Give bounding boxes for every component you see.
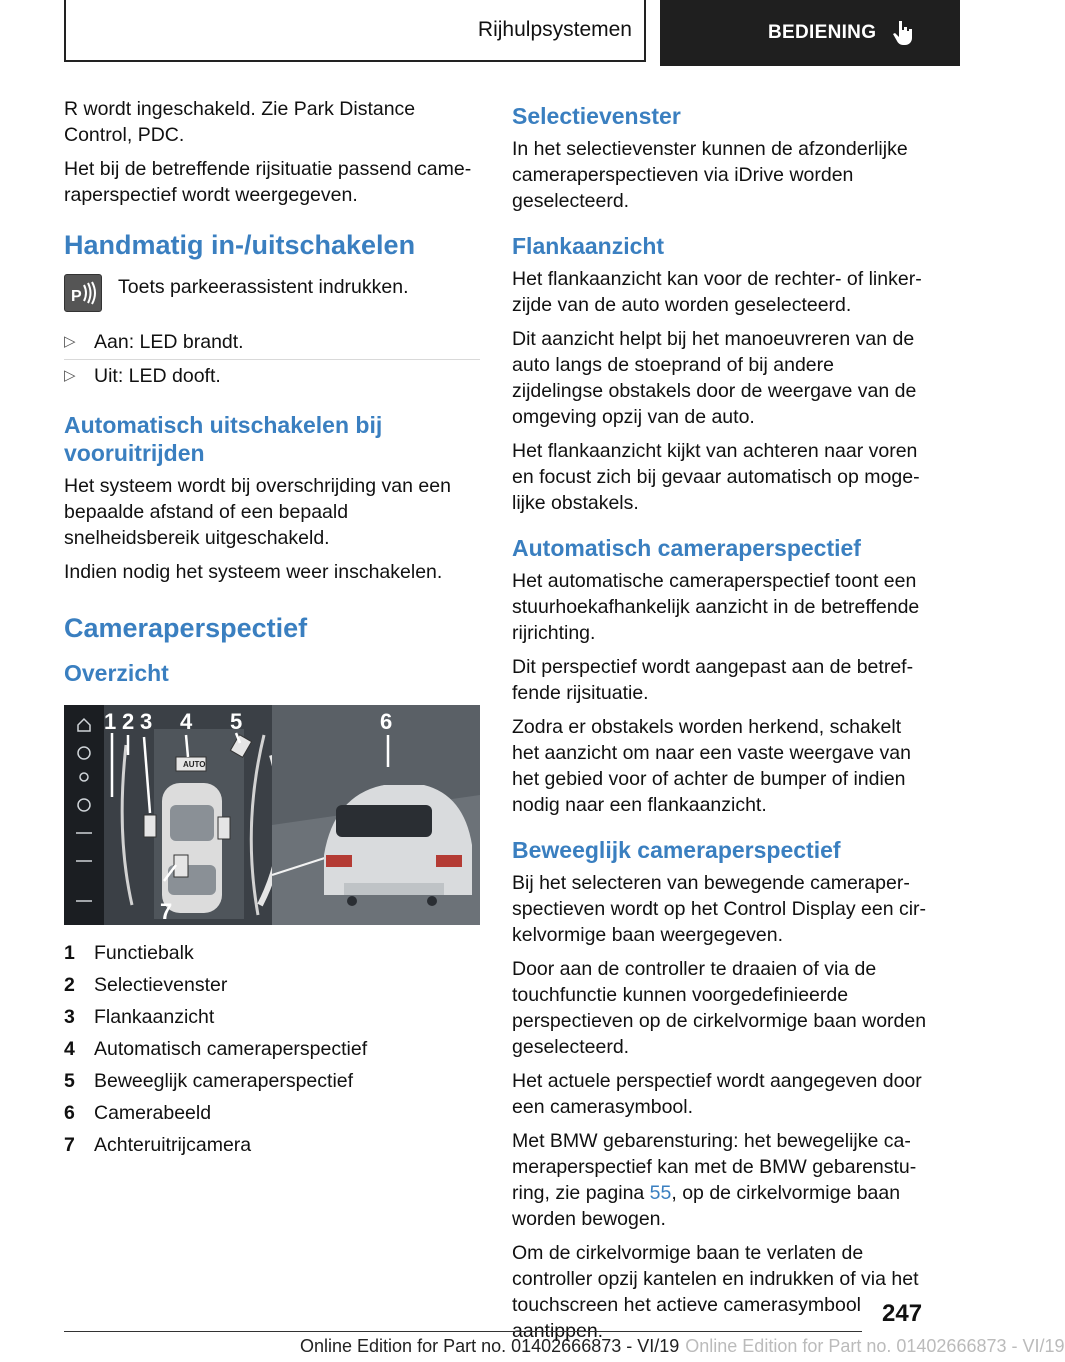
state-list [64, 326, 480, 393]
flank-paragraph-2: Dit aanzicht helpt bij het manoeuvreren van de auto langs de stoeprand of bij andere zijdelingse obstakels door de weergave van de omgeving opzij van de auto. [512, 328, 917, 428]
moving-paragraph-3: Het actuele perspectief wordt aangegeven door een camerasymbool. [512, 1070, 922, 1118]
heading-moving-perspective: Beweeglijk cameraperspectief [512, 837, 841, 863]
left-column [64, 96, 480, 1161]
list-item: ▷ Aan: LED brandt. [64, 331, 244, 353]
auto-perspective-paragraph-1: Het automatische cameraperspectief toont een stuurhoekafhankelijk aanzicht in de betreffende rijrichting. [512, 570, 920, 644]
callout-1: 1 [104, 709, 117, 734]
legend-item: 2 Selectievenster [64, 974, 228, 996]
right-column [512, 96, 928, 1352]
callout-3: 3 [140, 709, 153, 734]
figure-legend [64, 937, 480, 1161]
heading-auto-off: Automatisch uitschakelen bij vooruitrijden [64, 412, 383, 466]
callout-6: 6 [380, 709, 393, 734]
moving-paragraph-2: Door aan de controller te draaien of via de touchfunctie kunnen voorgedefinieerde perspectieven op de cirkelvormige baan worden geselecteerd. [512, 958, 927, 1058]
triangle-right-icon: ▷ [64, 333, 76, 350]
heading-overview: Overzicht [64, 660, 169, 686]
heading-manual: Handmatig in-/uitschakelen [64, 230, 416, 260]
footer-edition [300, 1336, 1065, 1357]
callout-4: 4 [180, 709, 193, 734]
legend-item: 5 Beweeglijk cameraperspectief [64, 1070, 354, 1092]
chapter-title: BEDIENING [768, 22, 877, 43]
page-number: 247 [882, 1300, 923, 1327]
moving-paragraph-last: Om de cirkelvormige baan te verlaten de controller opzij kantelen en indrukken of via het touchscreen het actieve camerasymbool aantippen. [512, 1242, 919, 1342]
chapter-tab[interactable] [660, 0, 960, 66]
section-tab[interactable] [64, 0, 646, 62]
footer-divider [64, 1331, 862, 1332]
edition-text: Online Edition for Part no. 01402666873 - VI/19 [300, 1336, 680, 1356]
park-assist-button-icon [64, 274, 102, 312]
auto-perspective-paragraph-3: Zodra er obstakels worden herkend, schakelt het aanzicht om naar een vaste weergave van het gebied voor of achter de bumper of indien nodig naar een flankaanzicht. [512, 716, 911, 816]
intro-paragraph-1: R wordt ingeschakeld. Zie Park Distance Control, PDC. [64, 98, 416, 146]
flank-paragraph-3: Het flankaanzicht kijkt van achteren naar voren en focust zich bij gevaar automatisch op mogelijke obstakels. [512, 440, 920, 514]
svg-text:P: P [71, 288, 82, 305]
camera-view-illustration [64, 705, 480, 925]
section-title: Rijhulpsystemen [477, 18, 632, 41]
legend-item: 7 Achteruitrijcamera [64, 1134, 252, 1156]
callout-7: 7 [160, 899, 173, 924]
auto-label: AUTO [183, 760, 206, 769]
callout-5: 5 [230, 709, 243, 734]
selection-paragraph-1: In het selectievenster kunnen de afzonderlijke cameraperspectieven via iDrive worden geselecteerd. [512, 138, 908, 212]
intro-paragraph-2: Het bij de betreffende rijsituatie passend cameraperspectief wordt weergegeven. [64, 158, 472, 206]
button-instruction-text: Toets parkeerassistent indrukken. [118, 276, 409, 298]
legend-item: 3 Flankaanzicht [64, 1006, 215, 1028]
hand-pointer-icon [892, 20, 914, 46]
auto-perspective-paragraph-2: Dit perspectief wordt aangepast aan de betreffende rijsituatie. [512, 656, 914, 704]
heading-flank: Flankaanzicht [512, 233, 665, 259]
callout-2: 2 [122, 709, 135, 734]
flank-paragraph-1: Het flankaanzicht kan voor de rechter- of linkerzijde van de auto worden geselecteerd. [512, 268, 922, 316]
watermark-text: Online Edition for Part no. 01402666873 - VI/19 [685, 1336, 1065, 1356]
auto-off-paragraph-1: Het systeem wordt bij overschrijding van een bepaalde afstand of een bepaald snelheidsbereik uitgeschakeld. [64, 475, 451, 549]
camera-view-figure [64, 705, 480, 925]
auto-off-paragraph-2: Indien nodig het systeem weer inschakelen. [64, 561, 443, 583]
page-reference-link[interactable]: 55 [649, 1182, 672, 1204]
list-item: ▷ Uit: LED dooft. [64, 359, 480, 393]
legend-item: 4 Automatisch cameraperspectief [64, 1038, 368, 1060]
heading-camera: Cameraperspectief [64, 613, 308, 643]
heading-auto-perspective: Automatisch cameraperspectief [512, 535, 861, 561]
heading-selection: Selectievenster [512, 103, 681, 129]
moving-paragraph-1: Bij het selecteren van bewegende cameraperspectieven wordt op het Control Display een cirkelvormige baan weergegeven. [512, 872, 927, 946]
triangle-right-icon: ▷ [64, 367, 76, 384]
legend-item: 1 Functiebalk [64, 942, 194, 964]
page-header [0, 0, 960, 66]
button-instruction [64, 274, 480, 312]
legend-item: 6 Camerabeeld [64, 1102, 212, 1124]
gesture-paragraph: Met BMW gebarensturing: het bewegelijke cameraperspectief kan met de BMW gebarensturing, zie pagina 55, op de cirkelvormige baan worden bewogen. [512, 1130, 917, 1230]
